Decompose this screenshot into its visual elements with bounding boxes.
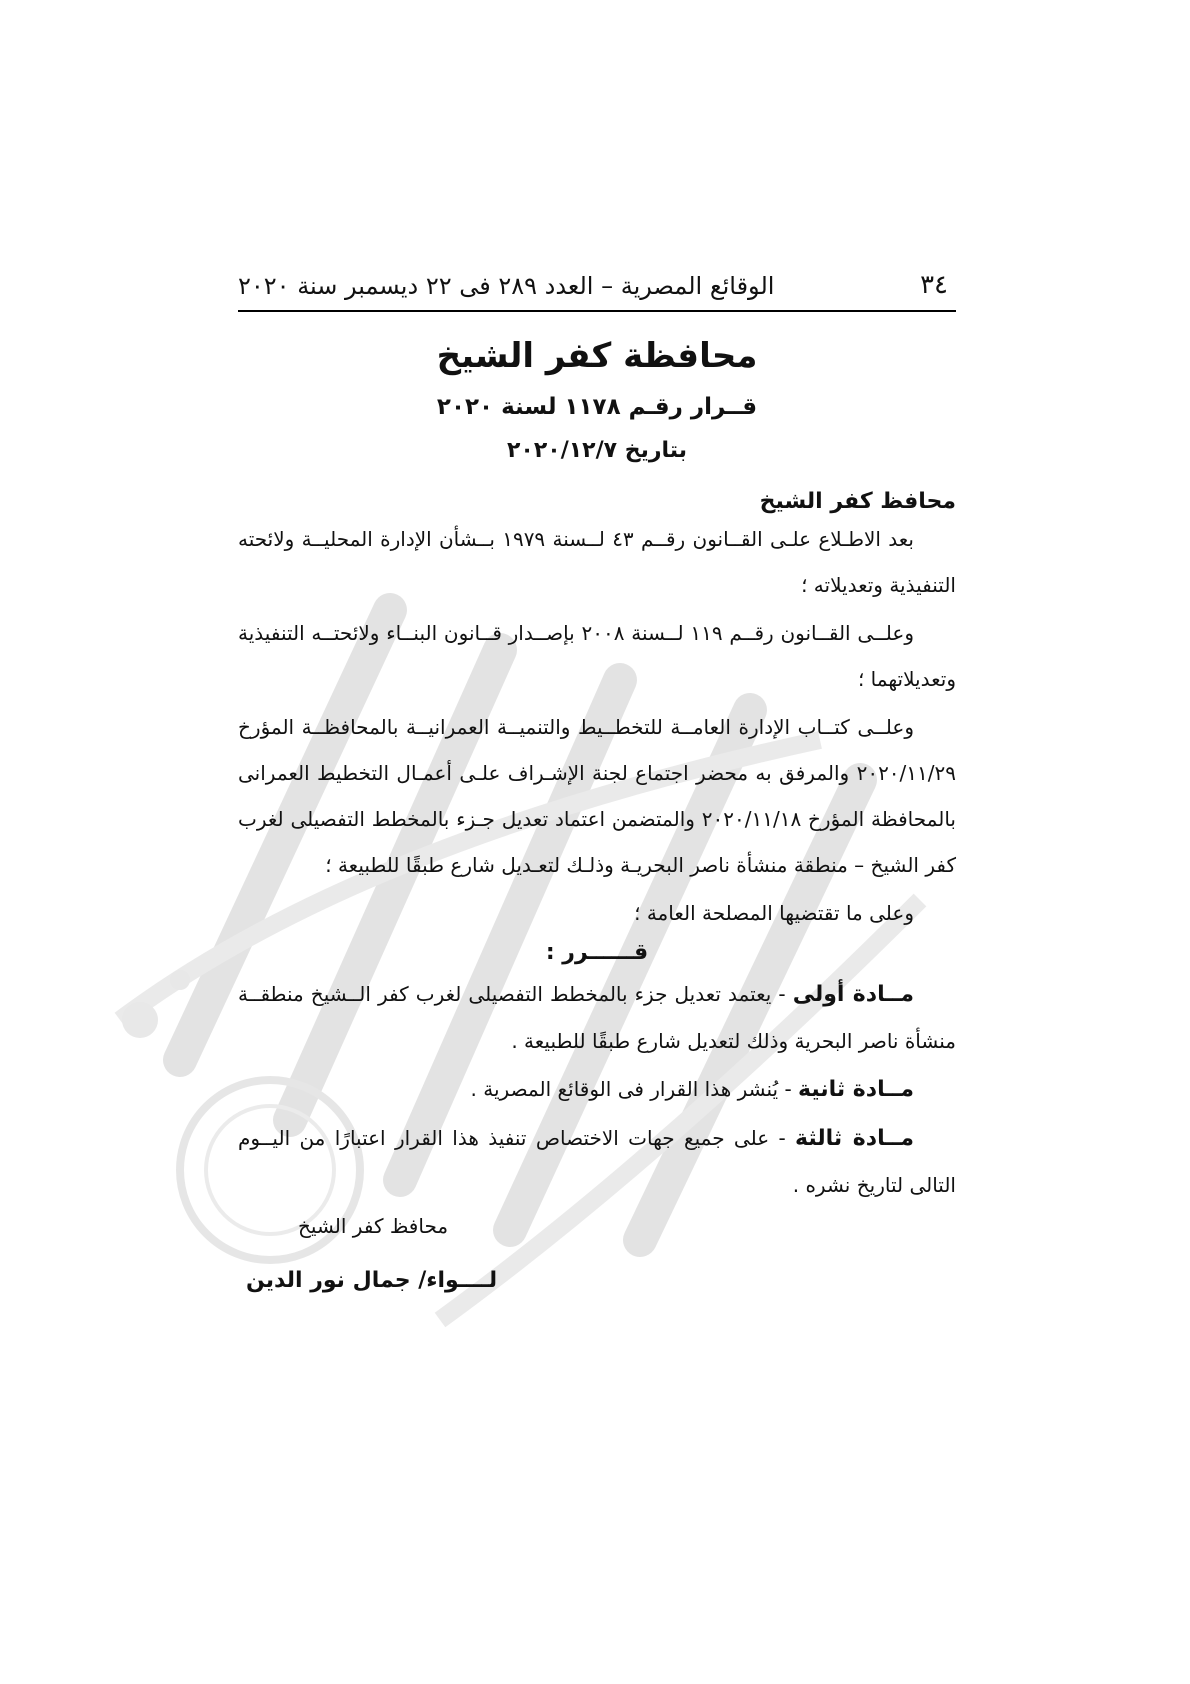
article-label: مــادة ثالثة <box>795 1126 914 1151</box>
signatory-name: لــــواء/ جمال نور الدين <box>246 1268 498 1293</box>
article-text: - على جميع جهات الاختصاص تنفيذ هذا القرار اعتبارًا من اليــوم التالى لتاريخ نشره . <box>238 1126 956 1197</box>
preamble-paragraph: وعلــى القــانون رقــم ١١٩ لــسنة ٢٠٠٨ بإصــدار قــانون البنــاء ولائحتــه التنفيذية وتعديلاتهما ؛ <box>238 621 956 691</box>
document-body <box>238 270 956 1334</box>
running-title: الوقائع المصرية – العدد ٢٨٩ فى ٢٢ ديسمبر سنة ٢٠٢٠ <box>238 272 775 300</box>
decree-title: قــرار رقـم ١١٧٨ لسنة ٢٠٢٠ <box>436 394 758 420</box>
preamble-paragraph: وعلى ما تقتضيها المصلحة العامة ؛ <box>634 901 914 925</box>
decides-heading: قــــــرر : <box>545 940 649 965</box>
article-text: - يُنشر هذا القرار فى الوقائع المصرية . <box>470 1077 799 1101</box>
preamble-paragraph: بعد الاطـلاع علـى القــانون رقــم ٤٣ لــسنة ١٩٧٩ بــشأن الإدارة المحليــة ولائحته التنفيذية وتعديلاته ؛ <box>238 527 956 597</box>
decree-date: بتاريخ ٢٠٢٠/١٢/٧ <box>506 438 688 463</box>
article-label: مــادة أولى <box>792 982 914 1007</box>
preamble-paragraph: وعلــى كتــاب الإدارة العامــة للتخطــيط والتنميــة العمرانيــة بالمحافظــة المؤرخ ٢٠٢٠/١١/٢٩ والمرفق به محضر اجتماع لجنة الإشـراف علـى أعمـال التخطيط العمرانى بالمحافظة المؤرخ ٢٠٢٠/١١/١٨ والمتضمن اعتماد تعديل جـزء بالمخطط التفصيلى لغرب كفر الشيخ – منطقة منشأة ناصر البحريـة وذلـك لتعـديل شارع طبقًا للطبيعة ؛ <box>238 715 956 877</box>
signatory-title: محافظ كفر الشيخ <box>298 1214 449 1238</box>
article-3 <box>238 1115 956 1208</box>
page-header <box>238 270 956 312</box>
article-1 <box>238 971 956 1064</box>
page-number: ٣٤ <box>920 270 948 300</box>
article-text: - يعتمد تعديل جزء بالمخطط التفصيلى لغرب كفر الــشيخ منطقــة منشأة ناصر البحرية وذلك لتعديل شارع طبقًا للطبيعة . <box>238 982 956 1053</box>
governorate-title: محافظة كفر الشيخ <box>436 336 758 376</box>
signature-block <box>238 1214 956 1334</box>
article-2 <box>238 1066 956 1113</box>
issuing-authority: محافظ كفر الشيخ <box>759 489 956 514</box>
article-label: مــادة ثانية <box>798 1077 914 1102</box>
